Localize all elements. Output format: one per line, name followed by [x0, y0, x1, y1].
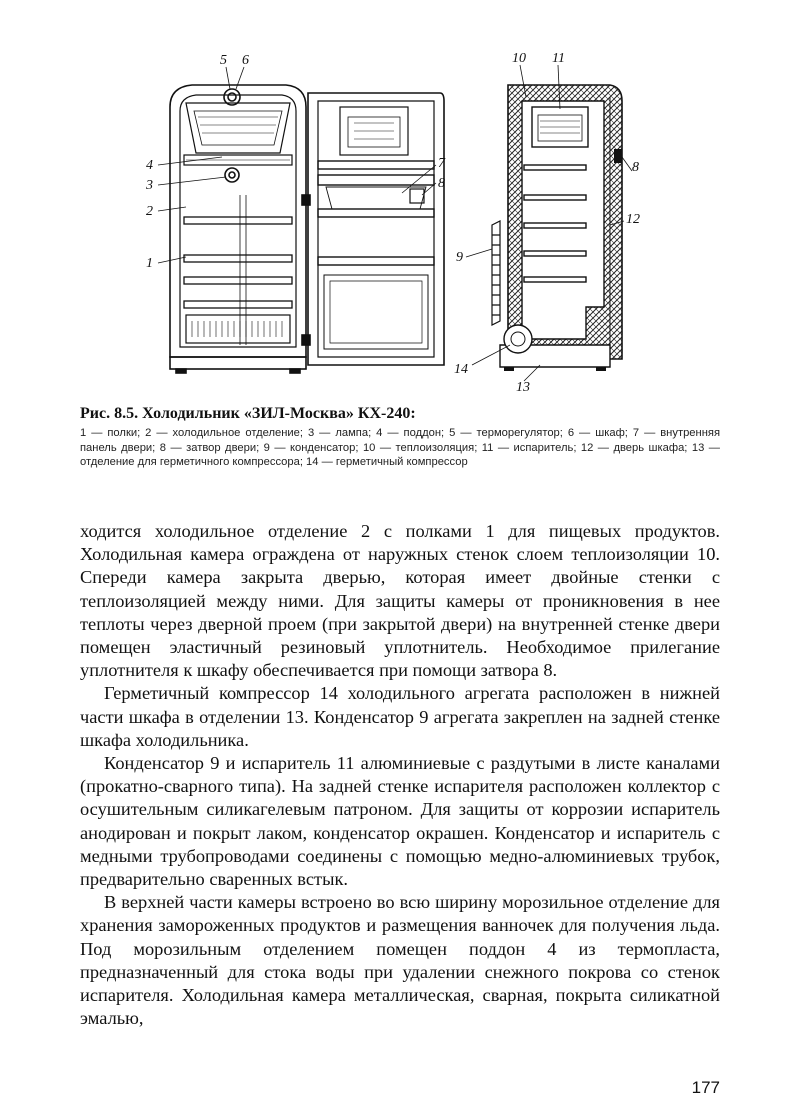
callout-9: 9	[456, 250, 463, 265]
callout-8-side: 8	[632, 160, 639, 175]
paragraph-3: Конденсатор 9 и испаритель 11 алюминиевые с раздутыми в листе каналами (прокатно-сварного типа). На задней стенке испарителя расположен коллектор с осушительным силикагелевым патроном. Для защиты от коррозии испаритель анодирован и покрыт лаком, конденсатор окрашен. Конденсатор и испаритель с медными трубопроводами соединены с помощью медно-алюминиевых трубок, предварительно сваренных встык.	[80, 753, 720, 890]
cabinet-front-view	[170, 85, 306, 373]
caption-legend: 1 — полки; 2 — холодильное отделение; 3 — лампа; 4 — поддон; 5 — терморегулятор; 6 — шкаф; 7 — внутренняя панель двери; 8 — затвор двери; 9 — конденсатор; 10 — теплоизоляция; 11 — испаритель; 12 — дверь шкафа; 13 — отделение для герметичного компрессора; 14 — герметичный компрессор	[80, 427, 720, 468]
callout-12: 12	[626, 212, 640, 227]
page-number: 177	[691, 1078, 720, 1097]
callout-10: 10	[512, 51, 526, 66]
refrigerator-drawing	[140, 45, 660, 400]
paragraph-2: Герметичный компрессор 14 холодильного агрегата расположен в нижней части шкафа в отделении 13. Конденсатор 9 агрегата закреплен на задней стенке шкафа холодильника.	[80, 683, 720, 750]
callout-4: 4	[146, 158, 153, 173]
callout-13: 13	[516, 380, 530, 395]
callout-11: 11	[552, 51, 565, 66]
figure-caption	[80, 404, 720, 470]
door-inside-view	[302, 93, 444, 365]
callout-8-door: 8	[438, 176, 445, 191]
cabinet-side-section	[492, 85, 622, 371]
callout-14: 14	[454, 362, 468, 377]
callout-1: 1	[146, 256, 153, 271]
callout-2: 2	[146, 204, 153, 219]
callout-3: 3	[146, 178, 153, 193]
callout-6: 6	[242, 53, 249, 68]
paragraph-1: ходится холодильное отделение 2 с полками 1 для пищевых продуктов. Холодильная камера ограждена от наружных стенок слоем теплоизоляции 10. Спереди камера закрыта дверью, которая имеет двойные стенки с теплоизоляцией между ними. Для защиты камеры от проникновения в нее теплоты через дверной проем (при закрытой двери) на внутренней стенке двери помещен эластичный резиновый уплотнитель. Необходимое прилегание уплотнителя к шкафу обеспечивается при помощи затвора 8.	[80, 521, 720, 681]
paragraph-4: В верхней части камеры встроено во всю ширину морозильное отделение для хранения замороженных продуктов и размещения ванночек для получения льда. Под морозильным отделением помещен поддон 4 из термопласта, предназначенный для стока воды при удалении снежного покрова со стенок испарителя. Холодильная камера металлическая, сварная, покрыта силикатной эмалью,	[80, 892, 720, 1029]
body-text	[80, 520, 720, 1030]
callout-5: 5	[220, 53, 227, 68]
caption-title: Рис. 8.5. Холодильник «ЗИЛ-Москва» КХ-240:	[80, 405, 416, 422]
refrigerator-figure	[140, 45, 660, 400]
callout-7: 7	[438, 156, 445, 171]
